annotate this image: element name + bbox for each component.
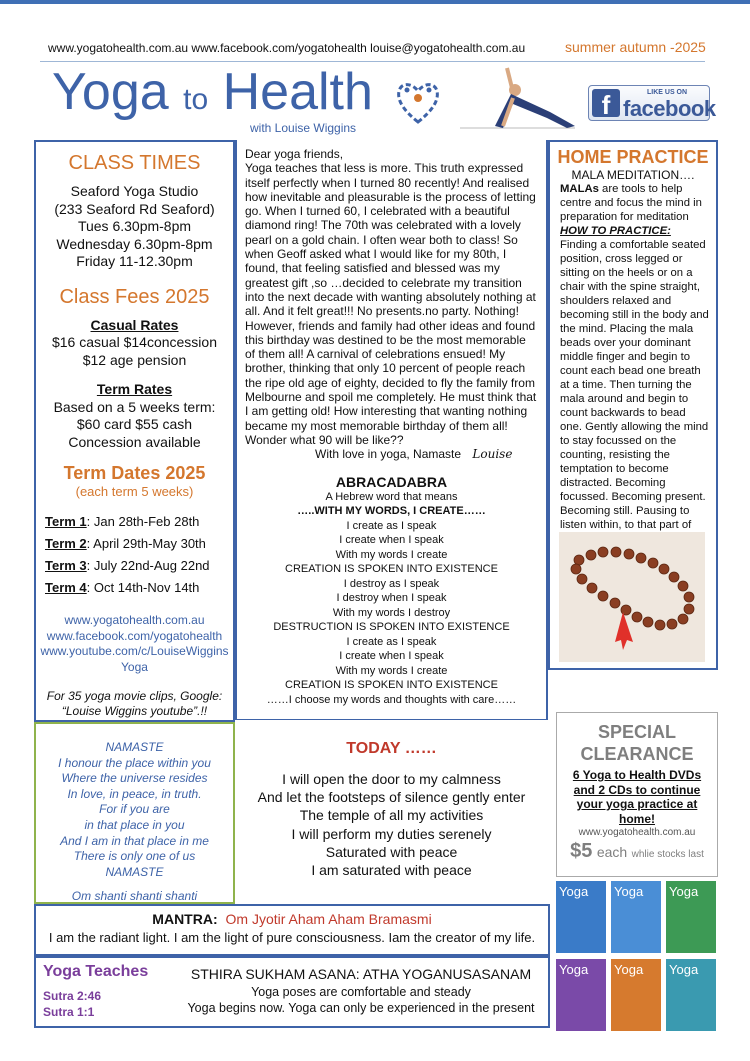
class-times-line: Wednesday 6.30pm-8pm (56, 235, 213, 252)
home-practice-heading: HOME PRACTICE (557, 147, 709, 167)
term-item (45, 511, 233, 533)
dvd-cover (666, 959, 716, 1031)
abracadabra-heading: ABRACADABRA (335, 473, 448, 490)
namaste-line: There is only one of us (73, 849, 196, 864)
sutra-translation: Yoga poses are comfortable and steady (251, 985, 471, 999)
subtitle: with Louise Wiggins (250, 121, 357, 135)
letter-body: Yoga teaches that less is more. This truth expressed itself perfectly when I turned 80 recently! And realised how inevitable and pleasurable is the process of letting go. When I turned 60, I celebrated with a beautiful diamond ring! The 70th was celebrated with a lovely pearl on a gold chain. I often wear both to class! So when Geoff asked what I would like for my 80th, I found, that feeling satisfied and blessed was my greatest gift ,so …decided to celebrate my transition into the next decade with wanting absolutely nothing at all. And it felt great!!! No presents.no party. Nothing! However, friends and family had other ideas and found this birthday was destined to be the most memorable of them all! A carnival of celebrations ensued! My brother, thinking that only 10 percent of people reach the ripe old age of eighty, decided to fly the family from Melbourne and spoil me completely. He must think that I am getting old! How interesting that wanting nothing became my most memorable birthday of them all! Wonder what 90 will be like?? (245, 161, 537, 447)
abra-line: I create as I speak (346, 519, 437, 532)
malas-text: are tools to help centre and focus the mind in preparation for meditation (560, 183, 702, 223)
class-times-line: Seaford Yoga Studio (70, 183, 199, 199)
title-health: Health (222, 63, 373, 121)
class-times-heading: CLASS TIMES (68, 152, 201, 174)
class-fees-heading: Class Fees 2025 (59, 285, 210, 308)
youtube-link[interactable]: www.youtube.com/c/LouiseWiggins (40, 644, 229, 658)
dvd-title: Yoga (559, 884, 589, 899)
dvd-title: Yoga (669, 884, 699, 899)
sutra-ref: Sutra 1:1 (43, 1005, 95, 1019)
abra-line: With my words I destroy (332, 606, 451, 619)
mala-beads-photo (559, 532, 705, 662)
sutra-ref: Sutra 2:46 (43, 989, 102, 1003)
letter-greeting: Dear yoga friends, (245, 147, 344, 161)
abracadabra-text (237, 490, 546, 708)
clearance-price: $5 (570, 840, 593, 862)
namaste-text (36, 740, 233, 905)
dvd-title: Yoga (614, 962, 644, 977)
term-rates-line: Concession available (68, 433, 201, 450)
yoga-teaches-panel (34, 956, 550, 1028)
dvd-cover (556, 959, 606, 1031)
mantra-line (36, 911, 548, 927)
abra-line: I destroy when I speak (336, 592, 447, 605)
top-rule (0, 0, 750, 4)
home-practice-body (550, 182, 716, 546)
clearance-heading-1: SPECIAL (597, 722, 676, 742)
namaste-line: And I am in that place in me (60, 833, 209, 848)
dvd-title: Yoga (559, 962, 589, 977)
class-times-line: Friday 11-12.30pm (76, 253, 193, 269)
namaste-line: NAMASTE (105, 864, 164, 879)
abra-line: I create when I speak (339, 534, 444, 547)
header-links[interactable]: www.yogatohealth.com.au www.facebook.com/yogatohealth louise@yogatohealth.com.au (48, 41, 526, 55)
today-line: Saturated with peace (325, 843, 458, 860)
abra-line: I create when I speak (339, 650, 444, 663)
yoga-logo-icon (393, 76, 443, 126)
term-label: Term 3 (45, 558, 87, 573)
abra-line: I destroy as I speak (343, 577, 440, 590)
yoga-teaches-heading: Yoga Teaches (43, 963, 149, 980)
class-times-list (36, 183, 233, 271)
term-rates-heading: Term Rates (96, 381, 173, 397)
namaste-line: I honour the place within you (58, 755, 211, 770)
term-item (45, 533, 233, 555)
title-yoga: Yoga (52, 63, 169, 121)
abra-line: A Hebrew word that means (325, 490, 458, 503)
sanskrit-line: STHIRA SUKHAM ASANA: ATHA YOGANUSASANAM (190, 966, 532, 982)
abra-line: I create as I speak (346, 635, 437, 648)
fb-word: facebook (623, 96, 716, 121)
today-panel (235, 720, 548, 904)
class-info-panel (34, 140, 235, 722)
dvd-cover (666, 881, 716, 953)
abra-line: ……I choose my words and thoughts with care…… (266, 693, 517, 706)
term-label: Term 2 (45, 536, 87, 551)
malas-paragraph (560, 182, 710, 224)
namaste-line: In love, in peace, in truth. (67, 786, 202, 801)
abra-line: CREATION IS SPOKEN INTO EXISTENCE (285, 563, 498, 576)
term-rates-line: $60 card $55 cash (76, 416, 193, 432)
youtube-link-cont[interactable]: Yoga (121, 659, 148, 674)
facebook-like-button[interactable] (588, 85, 716, 121)
facebook-icon: f (592, 89, 620, 117)
clearance-offer: 6 Yoga to Health DVDs and 2 CDs to continue your yoga practice at home! (572, 768, 702, 826)
how-text: Finding a comfortable seated position, cross legged or sitting on the heels or on a chair with the spine straight, shoulders relaxed and becoming still in the body and the mind. Placing the mala beads over your dominant middle finger and begin to count each bead one breath at a time. Then turning the mala around and begin to count backwards to bead one. Gently allowing the mind to stay focussed on the counting, resisting the temptation to become distracted. Becoming focussed. Becoming present. Becoming still. Pausing to listen within, to that part of (560, 239, 709, 531)
term-item (45, 555, 233, 577)
signature: Louise (472, 447, 513, 462)
mantra-meaning: I am the radiant light. I am the light of pure consciousness. Iam the creator of my life. (48, 930, 536, 945)
today-line: I will open the door to my calmness (282, 771, 501, 787)
casual-rates-line: $16 casual $14concession (51, 334, 217, 350)
class-times-line: (233 Seaford Rd Seaford) (54, 200, 215, 217)
malas-label: MALAs (560, 183, 599, 195)
title-to: to (183, 83, 209, 116)
term-dates-list (45, 511, 233, 599)
clearance-price-row (557, 840, 717, 863)
facebook-link[interactable]: www.facebook.com/yogatohealth (46, 628, 223, 643)
term-label: Term 1 (45, 514, 87, 529)
term-dates: : Jan 28th-Feb 28th (86, 514, 200, 529)
dvd-covers (556, 881, 718, 1033)
namaste-line: For if you are (99, 802, 170, 817)
namaste-line: Where the universe resides (61, 771, 208, 786)
website-link[interactable]: www.yogatohealth.com.au (64, 613, 205, 627)
letter (237, 140, 546, 462)
today-line: And let the footsteps of silence gently enter (257, 789, 526, 806)
abra-line: With my words I create (335, 664, 448, 677)
letter-signoff: With love in yoga, Namaste (315, 447, 462, 462)
web-links (36, 613, 233, 675)
mantra-words: Om Jyotir Aham Aham Bramasmi (225, 911, 432, 927)
term-dates: : Oct 14th-Nov 14th (86, 580, 200, 595)
om-shanti: Om shanti shanti shanti (71, 889, 198, 904)
dvd-cover (556, 881, 606, 953)
namaste-panel (34, 722, 235, 904)
term-dates-heading: Term Dates 2025 (63, 463, 206, 483)
sutra-list (43, 988, 101, 1020)
home-practice-panel (548, 140, 718, 670)
letter-signoff-row (245, 447, 538, 461)
term-item (45, 577, 233, 599)
how-label: HOW TO PRACTICE: (560, 225, 671, 237)
term-rates-line: Based on a 5 weeks term: (53, 398, 216, 415)
abra-line: DESTRUCTION IS SPOKEN INTO EXISTENCE (273, 621, 510, 634)
fb-like-text: LIKE US ON (647, 89, 688, 96)
letter-panel (235, 140, 548, 720)
movie-note: For 35 yoga movie clips, Google: “Louise Wiggins youtube”.!! (46, 689, 223, 718)
sutra-text (176, 966, 546, 1015)
namaste-line: NAMASTE (105, 740, 164, 754)
today-line: I am saturated with peace (311, 862, 472, 879)
mantra-colon: : (212, 911, 218, 927)
season-label: summer autumn -2025 (565, 39, 706, 55)
abra-line: With my words I create (335, 548, 448, 561)
today-line: The temple of all my activities (299, 807, 484, 824)
page-title (52, 62, 373, 130)
casual-rates-heading: Casual Rates (90, 316, 179, 333)
sutra-translation: Yoga begins now. Yoga can only be experienced in the present (187, 1001, 535, 1015)
clearance-each: each (596, 844, 628, 860)
yoga-pose-photo (455, 62, 580, 134)
dvd-cover (611, 959, 661, 1031)
namaste-line: in that place in you (84, 817, 185, 832)
dvd-cover (611, 881, 661, 953)
abra-line: CREATION IS SPOKEN INTO EXISTENCE (285, 679, 498, 692)
term-dates-sub: (each term 5 weeks) (75, 484, 194, 499)
dvd-title: Yoga (614, 884, 644, 899)
clearance-stock: whlie stocks last (631, 849, 704, 860)
term-dates: : April 29th-May 30th (86, 536, 206, 551)
clearance-heading-2: CLEARANCE (580, 744, 694, 764)
class-times-line: Tues 6.30pm-8pm (77, 218, 192, 234)
dvd-title: Yoga (669, 962, 699, 977)
clearance-url[interactable]: www.yogatohealth.com.au (578, 827, 696, 838)
home-practice-sub: MALA MEDITATION…. (571, 168, 695, 182)
term-dates: : July 22nd-Aug 22nd (86, 558, 210, 573)
today-heading: TODAY …… (346, 740, 437, 757)
clearance-panel (556, 712, 718, 877)
abra-line: …..WITH MY WORDS, I CREATE…… (297, 505, 486, 518)
today-line: I will perform my duties serenely (291, 825, 492, 842)
casual-rates-line: $12 age pension (82, 351, 187, 368)
mantra-panel (34, 904, 550, 956)
mantra-label: MANTRA (152, 911, 213, 927)
today-text (235, 770, 548, 879)
term-label: Term 4 (45, 580, 87, 595)
